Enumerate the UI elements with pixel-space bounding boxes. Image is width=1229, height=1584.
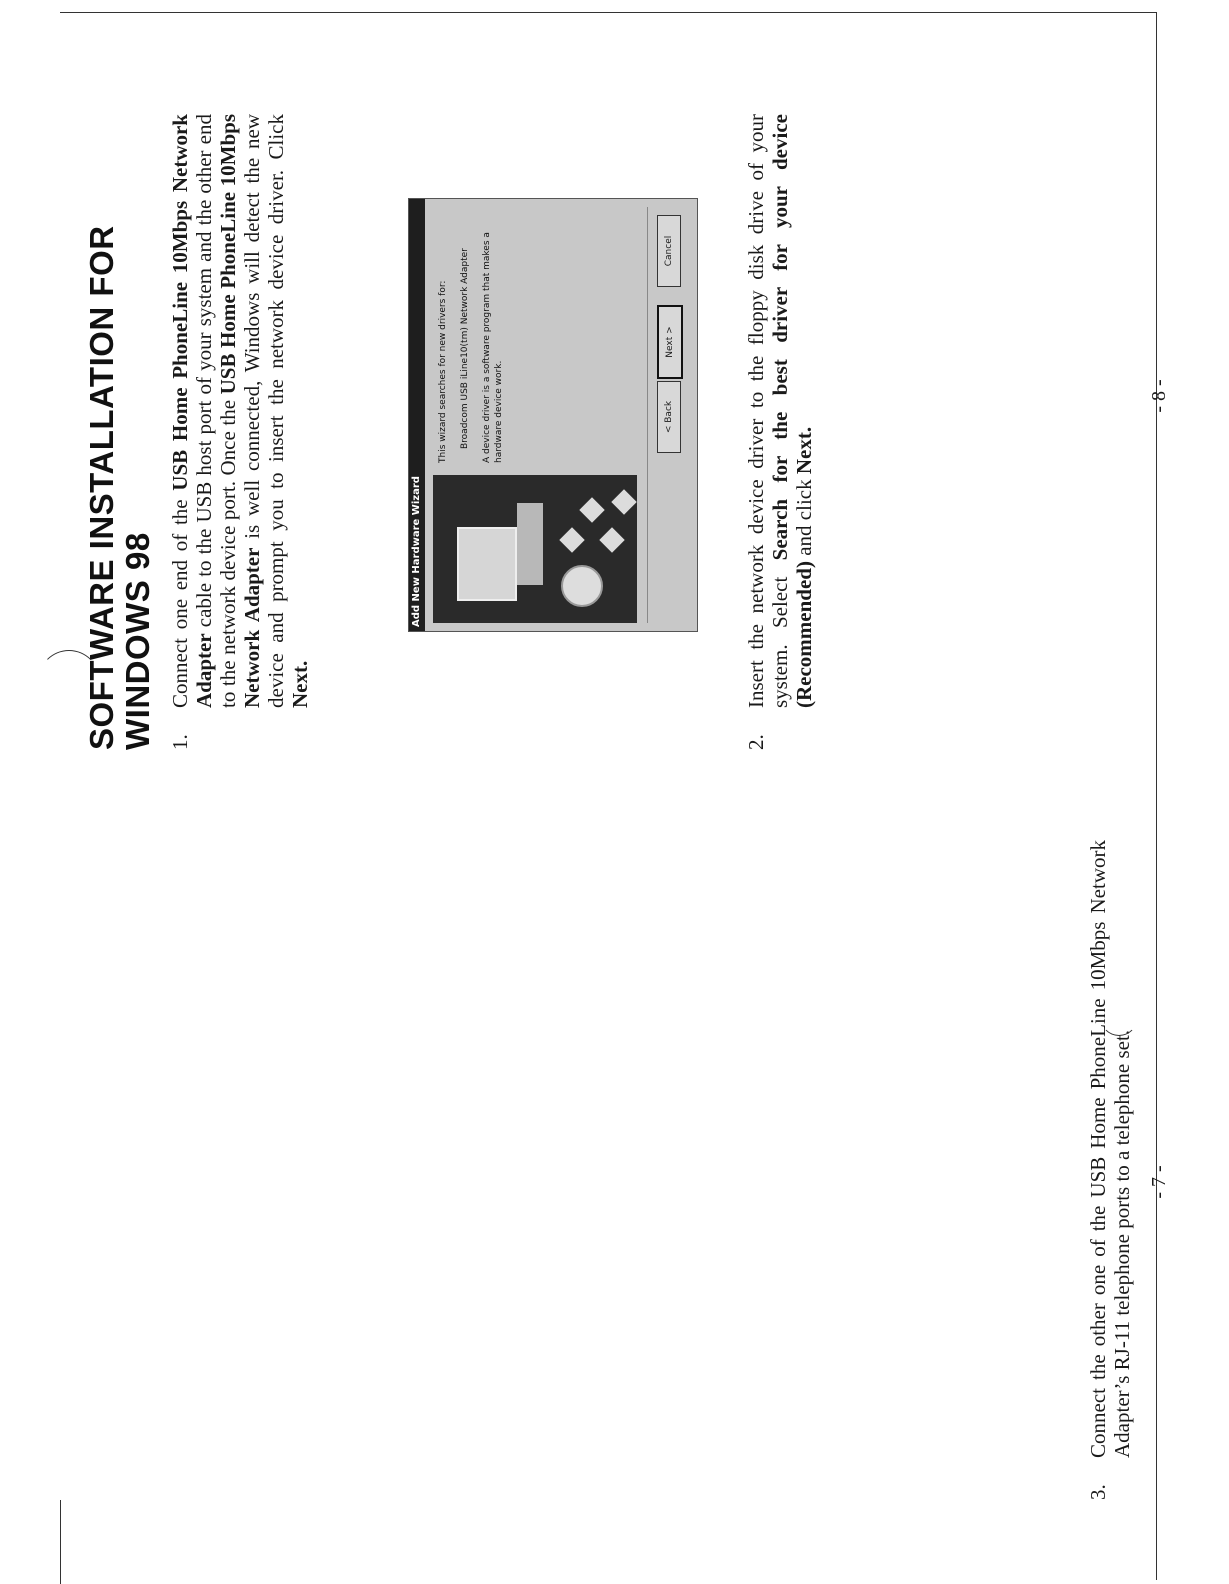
step-1-number: 1. bbox=[168, 734, 192, 750]
cancel-button[interactable]: Cancel bbox=[657, 215, 681, 287]
wizard-separator bbox=[647, 207, 648, 623]
computer-icon bbox=[457, 527, 517, 601]
device-icon bbox=[611, 489, 636, 514]
binding-mark bbox=[38, 650, 100, 712]
page-7 bbox=[0, 792, 1229, 1584]
wizard-line-2: Broadcom USB iLine10(tm) Network Adapter bbox=[460, 248, 470, 449]
wizard-line-3: A device driver is a software program that makes a hardware device work. bbox=[482, 232, 504, 463]
step-3-text: Connect the other one of the USB Home PhoneLine 10Mbps Network Adapter’s RJ-11 telephone ports to a telephone set. bbox=[1086, 840, 1134, 1458]
cd-icon bbox=[561, 565, 603, 607]
wizard-title: Add New Hardware Wizard bbox=[409, 199, 425, 631]
step-3-number: 3. bbox=[1086, 1484, 1110, 1500]
page-number-8: - 8 - bbox=[1148, 379, 1170, 413]
next-button[interactable]: Next > bbox=[657, 305, 683, 379]
add-hardware-wizard-screenshot bbox=[408, 198, 698, 632]
section-heading: SOFTWARE INSTALLATION FOR WINDOWS 98 bbox=[83, 225, 156, 750]
computer-base-icon bbox=[517, 503, 543, 585]
wizard-illustration bbox=[433, 475, 637, 623]
device-icon bbox=[599, 527, 624, 552]
wizard-line-1: This wizard searches for new drivers for: bbox=[438, 280, 448, 463]
device-icon bbox=[559, 527, 584, 552]
step-1-text: Connect one end of the USB Home PhoneLine 10Mbps Network Adapter cable to the USB host port of your system and the other end to the network device port. Once the USB Home PhoneLine 10Mbps Network Adapter is well connected, Windows will detect the new device and prompt you to insert the network device driver. Click Next. bbox=[168, 113, 312, 708]
step-2-text: Insert the network device driver to the floppy disk drive of your system. Select Search for the best driver for your device (Recommended) and click Next. bbox=[744, 114, 816, 708]
step-2-number: 2. bbox=[744, 734, 768, 750]
binding-mark bbox=[1100, 998, 1138, 1036]
page-number-7: - 7 - bbox=[1148, 1165, 1170, 1199]
step-1 bbox=[168, 114, 388, 750]
back-button[interactable]: < Back bbox=[657, 381, 681, 453]
device-icon bbox=[579, 497, 604, 522]
wizard-message bbox=[437, 213, 515, 463]
